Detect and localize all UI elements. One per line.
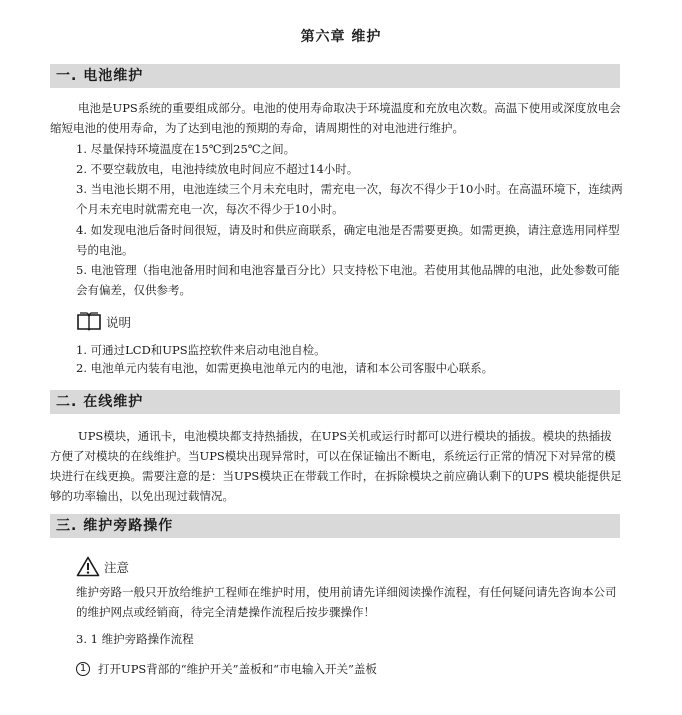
step-text: 打开UPS背部的“维护开关”盖板和“市电输入开关”盖板 xyxy=(98,662,377,676)
section-heading-online-maintenance: 二. 在线维护 xyxy=(50,390,620,414)
note-item-1: 1. 可通过LCD和UPS监控软件来启动电池自检。 xyxy=(76,343,326,357)
section-heading-maintenance-bypass: 三. 维护旁路操作 xyxy=(50,514,620,538)
battery-item-4: 4. 如发现电池后备时间很短，请及时和供应商联系，确定电池是否需要更换。如需更换，请注意选用同样型号的电池。 xyxy=(76,223,620,257)
warning-label: 注意 xyxy=(104,559,130,575)
warning-triangle-icon xyxy=(76,556,100,577)
online-maintenance-paragraph: UPS模块，通讯卡，电池模块都支持热插拔，在UPS关机或运行时都可以进行模块的插拔。模块的热插拔方便了对模块的在线维护。当UPS模块出现异常时，可以在保证输出不断电，系统运行正常的情况下对异常的模块进行在线更换。需要注意的是：当UPS模块正在带载工作时，在拆除模块之前应确认剩下的UPS 模块能提供足够的功率输出，以免出现过载情况。 xyxy=(50,429,622,503)
battery-item-1: 1. 尽量保持环境温度在15℃到25℃之间。 xyxy=(76,142,296,156)
battery-item-5: 5. 电池管理（指电池备用时间和电池容量百分比）只支持松下电池。若使用其他品牌的电池，此处参数可能会有偏差，仅供参考。 xyxy=(76,263,620,297)
warning-text: 维护旁路一般只开放给维护工程师在维护时用，使用前请先详细阅读操作流程，有任何疑问请先咨询本公司的维护网点或经销商，待完全清楚操作流程后按步骤操作！ xyxy=(76,585,617,619)
battery-item-3: 3. 当电池长期不用，电池连续三个月未充电时，需充电一次，每次不得少于10小时。在高温环境下，连续两个月未充电时就需充电一次，每次不得少于10小时。 xyxy=(76,182,623,216)
note-label: 说明 xyxy=(106,315,132,330)
section-heading-battery-maintenance: 一. 电池维护 xyxy=(50,64,620,88)
note-item-2: 2. 电池单元内装有电池，如需更换电池单元内的电池，请和本公司客服中心联系。 xyxy=(76,361,494,375)
bypass-procedure-subheading: 3. 1 维护旁路操作流程 xyxy=(76,632,194,646)
chapter-title: 第六章 维护 xyxy=(300,29,382,45)
battery-intro-paragraph: 电池是UPS系统的重要组成部分。电池的使用寿命取决于环境温度和充放电次数。高温下使用或深度放电会缩短电池的使用寿命，为了达到电池的预期的寿命，请周期性的对电池进行维护。 xyxy=(50,101,621,135)
warning-header xyxy=(76,556,129,577)
book-icon xyxy=(76,312,102,332)
step-number: 1 xyxy=(76,662,90,676)
note-header xyxy=(76,312,131,332)
battery-item-2: 2. 不要空载放电，电池持续放电时间应不超过14小时。 xyxy=(76,162,359,176)
bypass-step-1 xyxy=(76,660,377,678)
